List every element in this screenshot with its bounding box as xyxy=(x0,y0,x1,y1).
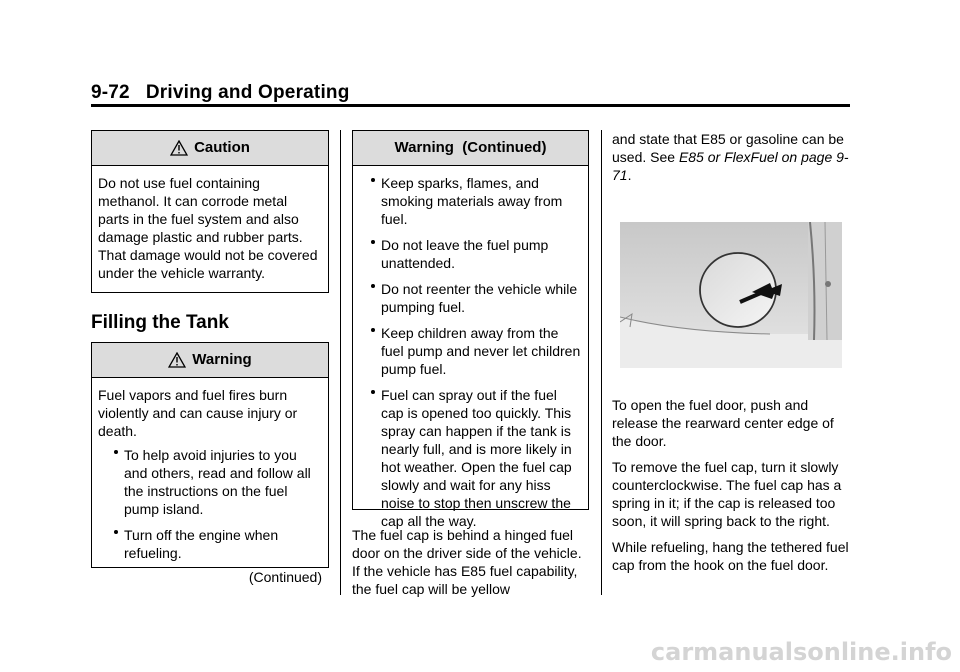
page-number: 9-72 xyxy=(91,82,130,103)
list-item: To help avoid injuries to you and others, read and follow all the instructions on the fuel pump island. xyxy=(112,446,322,518)
continuation-text: and state that E85 or gasoline can be used. See xyxy=(612,131,844,165)
list-item: Keep children away from the fuel pump and never let children pump fuel. xyxy=(369,324,582,378)
continued-label: (Continued) xyxy=(248,569,322,585)
watermark: carmanualsonline.info xyxy=(650,638,952,666)
list-item: Do not leave the fuel pump unattended. xyxy=(369,236,582,272)
column-divider-right xyxy=(601,130,602,595)
list-item: Turn off the engine when refueling. xyxy=(112,526,322,562)
warning-continued-header xyxy=(353,131,588,166)
caution-text: Do not use fuel containing methanol. It can corrode metal parts in the fuel system and also damage plastic and rubber parts. That damage would not be covered under the vehicle warranty. xyxy=(98,175,318,281)
caution-title: Caution xyxy=(194,139,250,156)
chapter-title: Driving and Operating xyxy=(145,82,350,103)
refueling-paragraph: While refueling, hang the tethered fuel cap from the hook on the fuel door. xyxy=(612,539,849,573)
page-header xyxy=(91,82,350,104)
warning-continued-title: Warning (Continued) xyxy=(394,139,547,156)
warning-box xyxy=(91,342,329,585)
column-divider-left xyxy=(340,130,341,595)
continuation-end: . xyxy=(627,167,632,183)
cross-reference-link[interactable]: E85 or FlexFuel on page 9-71 xyxy=(612,149,849,183)
fuel-door-illustration xyxy=(620,222,842,368)
list-item: Do not reenter the vehicle while pumping fuel. xyxy=(369,280,582,316)
fuel-door-paragraph: To open the fuel door, push and release the rearward center edge of the door. xyxy=(612,397,834,449)
warning-continued-box xyxy=(352,130,589,529)
right-top-paragraph xyxy=(612,130,850,192)
fuel-cap-paragraph: The fuel cap is behind a hinged fuel door on the driver side of the vehicle. If the vehicle has E85 fuel capability, the fuel cap will be yellow xyxy=(352,527,582,597)
section-title: Filling the Tank xyxy=(91,312,229,333)
fuel-cap-removal-paragraph: To remove the fuel cap, turn it slowly counterclockwise. The fuel cap has a spring in it; if the cap is released too soon, it will spring back to the right. xyxy=(612,459,842,529)
warning-intro: Fuel vapors and fuel fires burn violently and can cause injury or death. xyxy=(98,387,298,439)
caution-box-header xyxy=(92,131,328,166)
middle-paragraph xyxy=(352,526,592,606)
warning-triangle-icon xyxy=(170,140,188,156)
warning-triangle-icon xyxy=(168,352,186,368)
list-item: Fuel can spray out if the fuel cap is opened too quickly. This spray can happen if the tank is nearly full, and is more likely in hot weather. Open the fuel cap slowly and wait for any hiss noise to stop then unscrew the cap all the way. xyxy=(369,386,582,530)
list-item: Keep sparks, flames, and smoking materials away from fuel. xyxy=(369,174,582,228)
header-rule xyxy=(91,104,850,107)
warning-title: Warning xyxy=(192,351,252,368)
caution-box xyxy=(91,130,329,293)
right-column-paragraphs xyxy=(612,396,852,582)
warning-box-header xyxy=(92,343,328,378)
